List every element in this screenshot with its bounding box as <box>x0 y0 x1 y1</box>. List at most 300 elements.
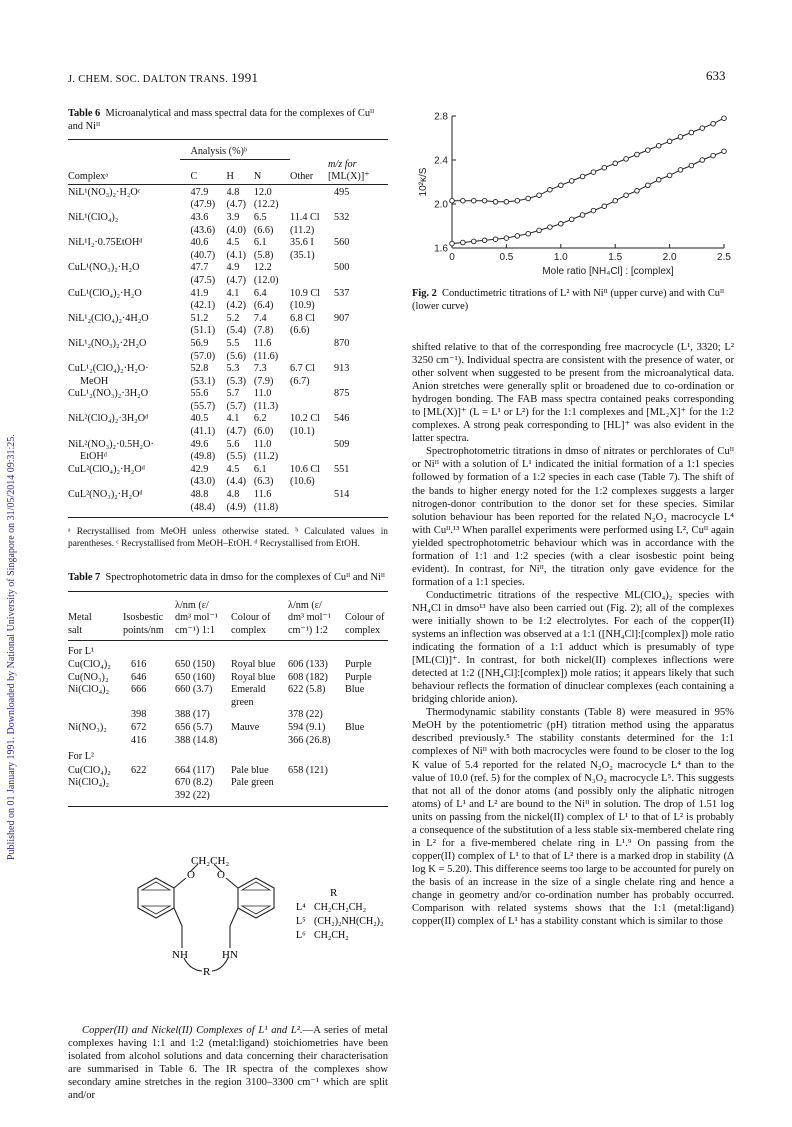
table6-cell-calc-other <box>290 199 328 212</box>
table6-cell-calc-n: (6.3) <box>253 476 274 488</box>
oxygen-right: O <box>217 868 225 881</box>
table7-cell-iso: 398 <box>131 709 147 721</box>
table6-cell-calc-c: (49.8) <box>190 451 216 463</box>
table7-cell-salt: Cu(NO₃)₂ <box>68 671 109 683</box>
table6-cell-other: 10.9 Cl <box>290 287 321 299</box>
cu-data-point <box>504 236 509 241</box>
table6-cell-other <box>290 489 328 502</box>
table7-cell-col1: Pale blue <box>231 764 269 776</box>
table6-cell-calc-c: (43.0) <box>190 476 216 488</box>
table7-cell-salt: Cu(ClO₄)₂ <box>68 659 111 671</box>
table6-label: Table 6 <box>68 108 101 119</box>
table6-cell-n: 6.5 <box>253 211 267 223</box>
cu-data-point <box>548 225 553 230</box>
cu-data-point <box>678 168 683 173</box>
table6-cell-h: 4.1 <box>226 413 240 425</box>
cu-data-point <box>667 173 672 178</box>
table7-row <box>68 735 388 748</box>
table6-cell-complex-cont <box>68 502 190 515</box>
table6-row-calc <box>68 376 388 389</box>
table6-cell-calc-c: (57.0) <box>190 350 216 362</box>
ni-data-point <box>559 183 564 188</box>
table7-cell-iso <box>123 777 175 790</box>
download-notice-text: Published on 01 January 1991. Downloaded by National University of Singapore on 31/05/2014 09:31:25. <box>6 434 17 860</box>
table7-row <box>68 659 388 672</box>
table6-cell-calc-h: (4.7) <box>226 426 247 438</box>
table6-cell-calc-h: (5.5) <box>226 451 247 463</box>
table7-group-l2: For L² <box>68 751 94 763</box>
table6-cell-complex: CuL²(NO₃)₂·H₂Oᵈ <box>68 489 143 501</box>
legend-l6-value: CH₂CH₂ <box>314 929 349 941</box>
x-tick-label: 2.0 <box>662 252 677 263</box>
ni-data-point <box>504 200 509 205</box>
table6-cell-calc-c: (53.1) <box>190 375 216 387</box>
table6-cell-complex-cont: MeOH <box>80 375 109 387</box>
table6-cell-calc-n: (6.0) <box>253 426 274 438</box>
cu-data-point <box>711 153 716 158</box>
table6-cell-calc-h: (5.6) <box>226 350 247 362</box>
table6-cell-calc-other: (10.6) <box>290 476 315 488</box>
bridge-label: CH₂CH₂ <box>191 855 230 867</box>
table6-cell-calc-n: (7.9) <box>253 375 274 387</box>
table6-cell-calc-h: (5.7) <box>226 400 247 412</box>
table6-cell-mz: 532 <box>334 211 350 223</box>
section-heading: Copper(II) and Nickel(II) Complexes of L¹ and L². <box>82 1024 303 1036</box>
table6-cell-complex-cont <box>68 426 190 439</box>
table7 <box>68 600 388 810</box>
table6-cell-other <box>290 338 328 351</box>
table6-cell-other: 6.7 Cl <box>290 363 315 375</box>
table7-cell-col1 <box>231 790 288 803</box>
table7-cell-l2: 622 (5.8) <box>288 684 326 696</box>
table6-col-mz: [ML(X)]⁺ <box>328 171 370 183</box>
cu-data-point <box>689 163 694 168</box>
x-tick-label: 2.5 <box>717 252 731 263</box>
table6-cell-mz: 870 <box>334 337 350 349</box>
table6-cell-calc-c: (42.1) <box>190 300 216 312</box>
table6-cell-calc-h: (4.4) <box>226 476 247 488</box>
table7-cell-col2 <box>345 790 388 803</box>
ni-data-point <box>635 152 640 157</box>
table6-cell-mz: 551 <box>334 463 350 475</box>
cu-data-point <box>526 231 531 236</box>
table6-cell-complex: CuL²(ClO₄)₂·H₂Oᵈ <box>68 463 145 475</box>
table6-cell-calc-n: (12.2) <box>253 199 279 211</box>
table6-cell-calc-n: (5.8) <box>253 249 274 261</box>
table7-h-l2-1: λ/nm (ε/ <box>288 599 322 611</box>
right-body-p1: shifted relative to that of the corresponding free macrocycle (L¹, 3320; L² 3250 cm⁻¹). Individual spectra are consistent with the presence of water, or other solvent when suggested to be present from the microanalytical data. Anion stretches were generally split or broadened due to co-ordination or hydrogen bonding. The FAB mass spectra contained peaks corresponding to [ML(X)]⁺ (L = L¹ or L²) for the 1:1 complexes and [ML₂X]⁺ for the 1:2 complexes. A strong peak corresponding to [HL]⁺ was also evident in the latter spectra. <box>412 342 734 445</box>
table7-cell-l1: 660 (3.7) <box>175 684 213 696</box>
table7-row <box>68 765 388 778</box>
table6-cell-c: 51.2 <box>190 312 209 324</box>
table7-cell-iso: 672 <box>131 722 147 734</box>
table6-col-n: N <box>253 171 262 183</box>
y-tick-label: 2.0 <box>434 199 448 211</box>
conductimetric-plot <box>412 108 734 288</box>
table7-cell-salt: Cu(ClO₄)₂ <box>68 764 111 776</box>
table7-cell-l2: 608 (182) <box>288 671 328 683</box>
table7-cell-l1: 650 (160) <box>175 671 215 683</box>
table6-cell-c: 43.6 <box>190 211 209 223</box>
ni-data-point <box>471 198 476 203</box>
table7-cell-col2 <box>345 777 388 790</box>
table6-col-h: H <box>226 171 234 183</box>
ni-curve-line <box>452 118 724 202</box>
left-column <box>68 108 388 1102</box>
table6-cell-complex-cont <box>68 250 190 263</box>
table6-cell-h: 4.9 <box>226 262 240 274</box>
left-body-paragraph <box>68 1024 388 1102</box>
table6-row-calc <box>68 275 388 288</box>
table7-cell-col2 <box>345 735 388 748</box>
table6-cell-n: 11.6 <box>253 337 272 349</box>
table7-row <box>68 672 388 685</box>
table6-cell-complex-cont: EtOHᵈ <box>80 451 107 463</box>
table7-h-col1-2: complex <box>231 624 267 636</box>
table7-cell-iso: 616 <box>131 659 147 671</box>
table6-cell-calc-other <box>290 451 328 464</box>
ni-data-point <box>711 121 716 126</box>
running-header <box>68 70 258 86</box>
x-tick-label: 1.5 <box>608 252 623 263</box>
cu-data-point <box>722 149 727 154</box>
table6-row-calc <box>68 250 388 263</box>
table6-cell-calc-n: (7.8) <box>253 325 274 337</box>
table6-row <box>68 413 388 426</box>
ni-data-point <box>515 198 520 203</box>
table6-cell-complex: NiL¹I₂·0.75EtOHᵈ <box>68 237 143 249</box>
legend-head: R <box>330 886 338 899</box>
right-body-p3: Conductimetric titrations of the respective ML(ClO₄)₂ species with NH₄Cl in dmso¹³ have also been carried out (Fig. 2); all of the complexes were initially shown to be 1:2 electrolytes. For each of the copper(II) systems an inflection was observed at a 1:1 ([NH₄Cl]:[complex]) mole ratio indicating the formation of a 1:1 adduct which is presumably of type [ML(Cl)]⁺. In contrast, for both nickel(II) complexes inflections were detected at 1:2 ([NH₄Cl]:[complex]) mole ratios; it appears likely that such behaviour reflects the formation of dinuclear complexes (each containing a bridging chloride anion). <box>412 589 734 706</box>
table7-group-l1: For L¹ <box>68 645 94 657</box>
table7-row <box>68 697 388 710</box>
table6-col-c: C <box>190 171 198 183</box>
table7-cell-col1 <box>231 709 288 722</box>
left-body <box>68 1024 388 1102</box>
table7-row <box>68 684 388 697</box>
table6-cell-calc-c: (41.1) <box>190 426 216 438</box>
table7-cell-l1: 670 (8.2) <box>175 777 213 789</box>
table7-cell-salt <box>68 735 123 748</box>
table6-cell-calc-c: (43.6) <box>190 224 216 236</box>
table6-cell-calc-n: (11.6) <box>253 350 279 362</box>
table6-cell-other: 10.6 Cl <box>290 463 321 475</box>
table6-cell-n: 7.4 <box>253 312 267 324</box>
page-number: 633 <box>706 68 726 83</box>
table6-row-calc <box>68 401 388 414</box>
amine-left: NH <box>172 948 188 961</box>
table6-cell-calc-other: (6.7) <box>290 375 310 387</box>
legend-l6-label: L⁶ <box>296 929 306 941</box>
ni-data-point <box>667 139 672 144</box>
table6-row-calc <box>68 476 388 489</box>
table7-body-l1 <box>68 659 388 747</box>
table6-cell-n: 7.3 <box>253 363 267 375</box>
table7-cell-l1 <box>175 697 231 710</box>
table6-cell-c: 49.6 <box>190 438 209 450</box>
table7-cell-l1: 388 (14.8) <box>175 734 218 746</box>
table6-cell-calc-other <box>290 502 328 515</box>
table6-cell-h: 4.8 <box>226 489 240 501</box>
table6-cell-complex: NiL²(NO₃)₂·0.5H₂O· <box>68 438 154 450</box>
table6-cell-n: 11.0 <box>253 388 272 400</box>
cu-data-point <box>515 234 520 239</box>
table6-cell-calc-other: (6.6) <box>290 325 310 337</box>
table6-cell-calc-c: (51.1) <box>190 325 216 337</box>
table7-h-col2-1: Colour of <box>345 612 385 624</box>
table6-cell-calc-other <box>290 401 328 414</box>
table7-cell-iso: 666 <box>131 684 147 696</box>
table6-cell-complex-cont <box>68 325 190 338</box>
table6-cell-complex-cont <box>68 225 190 238</box>
ni-data-point <box>580 174 585 179</box>
table7-row <box>68 777 388 790</box>
table6-cell-mz: 560 <box>334 237 350 249</box>
table6-body <box>68 187 388 514</box>
table6-row-calc <box>68 502 388 515</box>
table6-cell-complex: NiL¹(NO₃)₂·H₂Oᶜ <box>68 186 141 198</box>
table6-cell-c: 47.9 <box>190 186 209 198</box>
table7-top-rule <box>68 591 388 592</box>
table7-cell-col2: Blue <box>345 722 365 734</box>
table6-cell-n: 6.1 <box>253 237 267 249</box>
y-axis-label: 10²κ/S <box>418 167 429 197</box>
table7-cell-col1: green <box>231 696 254 708</box>
table6-cell-calc-c: (47.5) <box>190 274 216 286</box>
table6-cell-c: 47.7 <box>190 262 209 274</box>
table7-cell-l1: 392 (22) <box>175 790 210 802</box>
table6-cell-calc-n: (11.2) <box>253 451 279 463</box>
table6-cell-calc-other: (10.1) <box>290 426 315 438</box>
table6-row <box>68 212 388 225</box>
cu-data-point <box>569 217 574 222</box>
table6-cell-calc-h: (4.9) <box>226 501 247 513</box>
ni-data-point <box>656 143 661 148</box>
table6-cell-h: 5.5 <box>226 337 240 349</box>
cu-data-point <box>450 241 455 246</box>
table6-row <box>68 313 388 326</box>
table6-cell-complex: NiL¹₂(NO₃)₂·2H₂O <box>68 337 147 349</box>
ni-data-point <box>602 165 607 170</box>
table7-cell-salt <box>68 790 123 803</box>
table6-row <box>68 464 388 477</box>
cu-data-point <box>482 238 487 243</box>
table6-top-rule <box>68 139 388 140</box>
table7-row <box>68 790 388 803</box>
right-body-p2: Spectrophotometric titrations in dmso of nitrates or perchlorates of Cuᴵᴵ or Niᴵᴵ with a solution of L¹ indicated the initial formation of a 1:1 species followed by formation of a 1:2 species in each case (Table 7). The shift of the bands to higher energy noted for the 1:2 complexes suggests a larger nitrogen-donor contribution to the donor set for these species. Similar solution behaviour has been reported for the related N₂O₂ macrocycle L⁴ with Cuᴵᴵ.¹³ When parallel experiments were performed using L², Cuᴵᴵ again yielded spectrophotometric behaviour which was in accordance with the formation of 1:1 and 1:2 species (with a clear isosbestic point being evident). In contrast, for Niᴵᴵ, the titration only gave evidence for the formation of a 1:1 species. <box>412 446 734 588</box>
fig2-label: Fig. 2 <box>412 288 437 299</box>
table6-cell-other: 35.6 I <box>290 237 314 249</box>
table7-cell-l2 <box>288 697 345 710</box>
table6-cell-complex-cont <box>68 275 190 288</box>
table6-cell-c: 55.6 <box>190 388 209 400</box>
table7-caption <box>68 572 388 585</box>
table6-row <box>68 262 388 275</box>
table6-cell-other <box>290 262 328 275</box>
table6-cell-mz: 907 <box>334 312 350 324</box>
ni-data-point <box>722 116 727 121</box>
table7-cell-l2: 378 (22) <box>288 709 323 721</box>
ni-data-point <box>646 148 651 153</box>
table7-cell-iso: 622 <box>131 764 147 776</box>
x-axis-label: Mole ratio [NH₄Cl] : [complex] <box>542 266 674 277</box>
table6-cell-complex: CuL¹(NO₃)₂·H₂O <box>68 262 140 274</box>
ni-data-point <box>569 179 574 184</box>
cu-data-point <box>559 222 564 227</box>
table6-row-calc <box>68 300 388 313</box>
table6-cell-complex: CuL¹₂(ClO₄)₂·H₂O· <box>68 363 149 375</box>
table6-caption-text: Microanalytical and mass spectral data for the complexes of Cuᴵᴵ and Niᴵᴵ <box>68 108 375 132</box>
x-tick-label: 1.0 <box>553 252 568 263</box>
table6-row <box>68 288 388 301</box>
table6-cell-h: 4.5 <box>226 237 240 249</box>
table6-row <box>68 388 388 401</box>
table6-cell-calc-c: (48.4) <box>190 501 216 513</box>
table7-cell-salt: Ni(ClO₄)₂ <box>68 777 110 789</box>
table6-row <box>68 363 388 376</box>
table6-cell-calc-other <box>290 275 328 288</box>
table7-cell-salt: Ni(NO₃)₂ <box>68 722 107 734</box>
table6-cell-mz: 537 <box>334 287 350 299</box>
table6 <box>68 146 388 521</box>
table6-cell-mz: 495 <box>334 186 350 198</box>
y-tick-label: 2.4 <box>434 155 448 167</box>
table6-cell-mz: 514 <box>334 489 350 501</box>
table6-footnote: ᵃ Recrystallised from MeOH unless otherwise stated. ᵇ Calculated values in parentheses. ᶜ Recrystallised from MeOH–EtOH. ᵈ Recrystallised from EtOH. <box>68 527 388 549</box>
fig2-caption <box>412 288 734 313</box>
table7-label: Table 7 <box>68 572 101 584</box>
table6-row <box>68 237 388 250</box>
table7-cell-col1: Mauve <box>231 722 260 734</box>
table7-cell-col2: Purple <box>345 671 372 683</box>
table7-body-l2 <box>68 765 388 803</box>
table6-cell-calc-other: (11.2) <box>290 224 315 236</box>
table6-cell-calc-h: (5.4) <box>226 325 247 337</box>
cu-data-point <box>602 204 607 209</box>
table6-cell-calc-h: (4.7) <box>226 199 247 211</box>
table6-cell-c: 40.6 <box>190 237 209 249</box>
table6-cell-calc-n: (11.3) <box>253 400 279 412</box>
table6-cell-n: 11.6 <box>253 489 272 501</box>
table7-cell-col2: Blue <box>345 684 365 696</box>
table6-row-calc <box>68 426 388 439</box>
table6-cell-mz: 509 <box>334 438 350 450</box>
table6-cell-n: 11.0 <box>253 438 272 450</box>
ni-data-point <box>537 193 542 198</box>
table7-h-l1-1: λ/nm (ε/ <box>175 599 209 611</box>
cu-data-point <box>613 198 618 203</box>
table7-cell-l2 <box>288 790 345 803</box>
table6-cell-complex: CuL¹(ClO₄)₂·H₂O <box>68 287 142 299</box>
table6-cell-mz: 500 <box>334 262 350 274</box>
table6-row <box>68 439 388 452</box>
table6-cell-calc-h: (5.3) <box>226 375 247 387</box>
cu-data-point <box>591 208 596 213</box>
table6-cell-calc-n: (12.0) <box>253 274 279 286</box>
table6-cell-complex: NiL¹₂(ClO₄)₂·4H₂O <box>68 312 149 324</box>
table6-cell-h: 5.3 <box>226 363 240 375</box>
ni-data-point <box>689 130 694 135</box>
right-body-p4: Thermodynamic stability constants (Table 8) were measured in 95% MeOH by the potentiometric (pH) titration method using the apparatus described previously.⁵ The stability constants determined for the 1:1 complexes of Niᴵᴵ with both macrocycles were found to be closer to the log K value of 5.4 reported for the related N₂O₂ macrocycle L⁴ than to the value of 10.0 (ref. 5) for the complex of N₃O₂ macrocycle L⁵. This suggests that not all of the donor atoms (and possibly only the aliphatic nitrogen atoms) of L¹ and L² are bound to the Niᴵᴵ in solution. The drop of 1.51 log units on passing from the nickel(II) complex of L¹ to that of L² is probably a consequence of the substitution of a less stable six-membered chelate ring in L² for a five-membered chelate ring in L¹.⁹ On passing from the copper(II) complex of L¹ to that of L² there is a marked drop in stability (Δ log K = 5.20). This difference seems too large to be accounted for purely on the basis of an increase in the size of a single chelate ring and hence a change in geometry and/or co-ordination number has probably occurred. Comparison with related systems shows that the 1:1 (metal:ligand) copper(II) complex of L¹ has a stability constant which is similar to those <box>412 707 734 928</box>
table6-cell-other <box>290 388 328 401</box>
table6-cell-complex-cont <box>68 351 190 364</box>
table6-cell-h: 5.7 <box>226 388 240 400</box>
table6-cell-c: 56.9 <box>190 337 209 349</box>
fig2-caption-text: Conductimetric titrations of L² with Niᴵᴵ (upper curve) and with Cuᴵᴵ (lower curve) <box>412 288 725 312</box>
benzene-ring-right <box>238 878 274 918</box>
table6-cell-complex: NiL¹(ClO₄)₂ <box>68 211 119 223</box>
table6-cell-n: 6.1 <box>253 463 267 475</box>
table6-cell-calc-h: (4.0) <box>226 224 247 236</box>
legend-l5-value: (CH₂)₂NH(CH₂)₂ <box>314 915 384 927</box>
benzene-ring-left <box>138 878 174 918</box>
table6-cell-c: 48.8 <box>190 489 209 501</box>
table7-cell-l1: 664 (117) <box>175 764 215 776</box>
table7-h-l1-2: dm³ mol⁻¹ <box>175 612 218 624</box>
fig2-chart <box>412 108 734 288</box>
macrocycle-drawing <box>98 856 398 984</box>
amine-right: HN <box>222 948 238 961</box>
table7-cell-salt <box>68 697 123 710</box>
table7-cell-col2 <box>345 697 388 710</box>
table6-cell-complex: NiL²(ClO₄)₂·3H₂Oᵈ <box>68 413 149 425</box>
table7-cell-col1 <box>231 735 288 748</box>
table7-cell-col1: Pale green <box>231 777 274 789</box>
legend-l4-value: CH₂CH₂CH₂ <box>314 901 367 913</box>
cu-data-point <box>580 213 585 218</box>
left-body-text: —A series of metal complexes having 1:1 and 1:2 (metal:ligand) stoichiometries have been isolated from alcohol solutions and data concerning their characterisation are summarised in Table 6. The IR spectra of the complexes show secondary amine stretches in the region 3100–3300 cm⁻¹ which are split and/or <box>68 1024 388 1101</box>
table6-cell-other: 10.2 Cl <box>290 413 321 425</box>
table7-cell-l2: 606 (133) <box>288 659 328 671</box>
table6-cell-mz: 913 <box>334 363 350 375</box>
cu-data-point <box>656 178 661 183</box>
x-tick-label: 0.5 <box>499 252 514 263</box>
cu-data-point <box>493 237 498 242</box>
table6-cell-n: 12.2 <box>253 262 272 274</box>
table6-row <box>68 338 388 351</box>
oxygen-left: O <box>187 868 195 881</box>
table7-cell-l2 <box>288 777 345 790</box>
ni-data-point <box>450 198 455 203</box>
table6-cell-n: 6.2 <box>253 413 267 425</box>
table7-h-l2-3: cm⁻¹) 1:2 <box>288 624 328 636</box>
table7-h-metal2: salt <box>68 624 83 636</box>
table6-row-calc <box>68 325 388 338</box>
macrocycle-structure <box>98 856 398 984</box>
legend-l4-label: L⁴ <box>296 901 306 913</box>
table7-cell-l1: 650 (150) <box>175 659 215 671</box>
table6-cell-c: 41.9 <box>190 287 209 299</box>
table6-cell-calc-h: (4.2) <box>226 300 247 312</box>
table6-row-calc <box>68 225 388 238</box>
table6-row <box>68 489 388 502</box>
table6-cell-other <box>290 187 328 200</box>
ni-data-point <box>613 161 618 166</box>
table6-cell-complex-cont <box>68 199 190 212</box>
table6-cell-calc-n: (6.6) <box>253 224 274 236</box>
table7-cell-salt: Ni(ClO₄)₂ <box>68 684 110 696</box>
cu-data-point <box>537 228 542 233</box>
ni-data-point <box>526 196 531 201</box>
table7-cell-l2: 594 (9.1) <box>288 722 326 734</box>
journal-year: 1991 <box>231 70 259 85</box>
table7-cell-col2 <box>345 765 388 778</box>
table7-cell-iso <box>123 790 175 803</box>
table7-row <box>68 709 388 722</box>
table6-mz-head: m/z for <box>328 158 357 170</box>
table6-cell-calc-n: (11.8) <box>253 501 279 513</box>
table7-cell-l2: 366 (26.8) <box>288 734 331 746</box>
